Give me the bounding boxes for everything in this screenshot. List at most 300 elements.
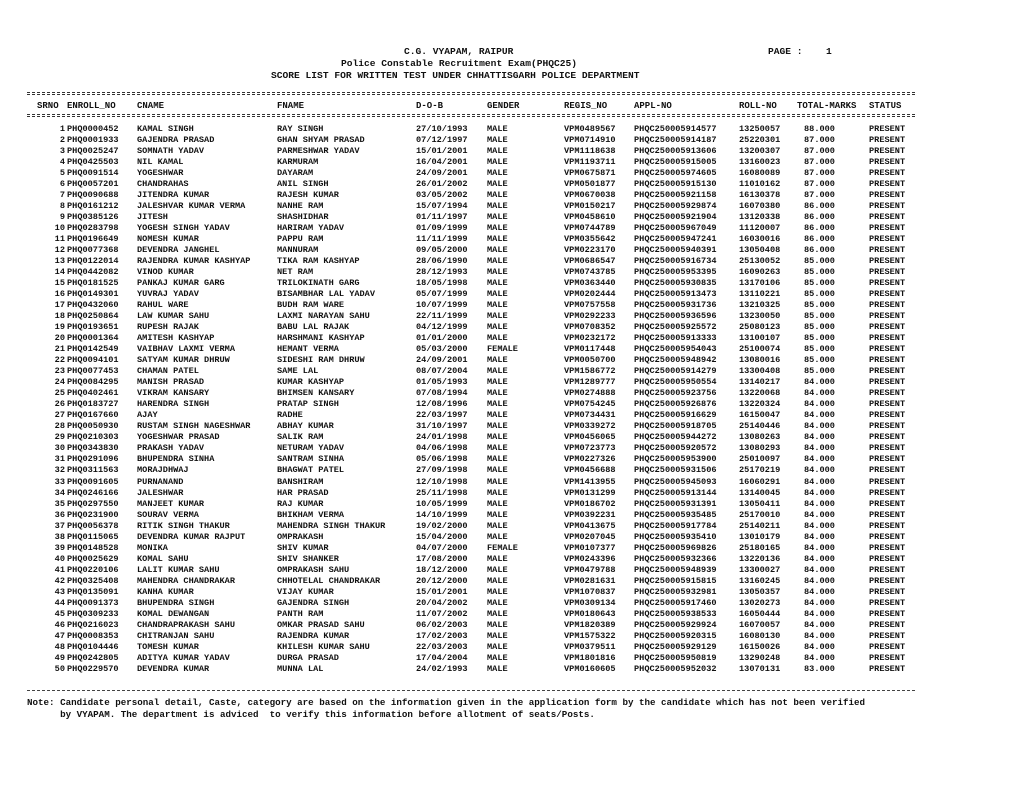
cell-enroll-no: PHQ0090688 <box>67 190 119 201</box>
cell-gender: MALE <box>487 201 508 212</box>
table-row <box>0 432 1024 443</box>
cell-enroll-no: PHQ0001933 <box>67 135 119 146</box>
cell-appl-no: PHQC250005938533 <box>634 608 717 619</box>
cell-cname: HARENDRA SINGH <box>137 399 210 410</box>
cell-regis-no: VPM0363440 <box>564 278 616 289</box>
cell-dob: 31/10/1997 <box>416 421 468 432</box>
cell-srno: 29 <box>54 432 65 443</box>
cell-dob: 22/03/1997 <box>416 410 468 421</box>
cell-gender: MALE <box>487 652 508 663</box>
cell-cname: YOGESH SINGH YADAV <box>137 223 230 234</box>
cell-srno: 14 <box>54 267 65 278</box>
cell-appl-no: PHQC250005915130 <box>634 179 717 190</box>
cell-dob: 25/11/1998 <box>416 487 468 498</box>
cell-appl-no: PHQC250005921904 <box>634 212 717 223</box>
cell-roll-no: 16130378 <box>739 190 781 201</box>
cell-regis-no: VPM0050700 <box>564 355 616 366</box>
col-regis-no: REGIS_NO <box>564 101 608 111</box>
table-row <box>0 278 1024 289</box>
cell-gender: MALE <box>487 124 508 134</box>
cell-roll-no: 25010097 <box>739 454 781 465</box>
cell-cname: AJAY <box>137 410 158 421</box>
cell-status: PRESENT <box>869 641 906 652</box>
table-row <box>0 609 1024 620</box>
cell-status: PRESENT <box>869 652 906 663</box>
cell-appl-no: PHQC250005916734 <box>634 256 717 267</box>
cell-appl-no: PHQC250005931506 <box>634 465 717 476</box>
table-row <box>0 443 1024 454</box>
cell-gender: MALE <box>487 498 508 509</box>
cell-srno: 41 <box>54 564 65 575</box>
cell-appl-no: PHQC250005940391 <box>634 245 717 256</box>
cell-enroll-no: PHQ0091605 <box>67 476 119 487</box>
cell-roll-no: 25170219 <box>739 465 781 476</box>
cell-cname: YOGESHWAR <box>137 168 184 179</box>
cell-regis-no: VPM0489567 <box>564 124 616 134</box>
cell-enroll-no: PHQ0091514 <box>67 168 119 179</box>
cell-status: PRESENT <box>869 245 906 256</box>
cell-regis-no: VPM0714910 <box>564 135 616 146</box>
col-status: STATUS <box>869 101 902 111</box>
cell-appl-no: PHQC250005953395 <box>634 267 717 278</box>
cell-status: PRESENT <box>869 487 906 498</box>
cell-dob: 19/02/2000 <box>416 520 468 531</box>
cell-dob: 15/07/1994 <box>416 201 468 212</box>
cell-appl-no: PHQC250005913144 <box>634 487 717 498</box>
cell-gender: MALE <box>487 421 508 432</box>
cell-roll-no: 13220136 <box>739 553 781 564</box>
cell-enroll-no: PHQ0196649 <box>67 234 119 245</box>
cell-appl-no: PHQC250005950554 <box>634 377 717 388</box>
table-row <box>0 532 1024 543</box>
cell-regis-no: VPM0744789 <box>564 223 616 234</box>
table-row <box>0 477 1024 488</box>
cell-regis-no: VPM0180643 <box>564 608 616 619</box>
cell-cname: PURNANAND <box>137 476 184 487</box>
cell-gender: MALE <box>487 663 508 674</box>
cell-fname: SANTRAM SINHA <box>277 454 345 465</box>
cell-dob: 05/06/1998 <box>416 454 468 465</box>
cell-cname: CHANDRAPRAKASH SAHU <box>137 619 235 630</box>
cell-appl-no: PHQC250005974605 <box>634 168 717 179</box>
cell-roll-no: 13050411 <box>739 498 781 509</box>
cell-dob: 27/10/1993 <box>416 124 468 134</box>
col-enroll-no: ENROLL_NO <box>67 101 116 111</box>
cell-fname: SHIV KUMAR <box>277 542 329 553</box>
cell-regis-no: VPM0227326 <box>564 454 616 465</box>
cell-dob: 12/08/1996 <box>416 399 468 410</box>
cell-dob: 15/01/2001 <box>416 586 468 597</box>
cell-status: PRESENT <box>869 564 906 575</box>
cell-enroll-no: PHQ0050930 <box>67 421 119 432</box>
cell-roll-no: 25220301 <box>739 135 781 146</box>
cell-srno: 24 <box>54 377 65 388</box>
cell-appl-no: PHQC250005926876 <box>634 399 717 410</box>
cell-regis-no: VPM0757558 <box>564 300 616 311</box>
cell-dob: 26/01/2002 <box>416 179 468 190</box>
cell-gender: MALE <box>487 531 508 542</box>
cell-dob: 22/03/2003 <box>416 641 468 652</box>
cell-srno: 44 <box>54 597 65 608</box>
cell-dob: 16/04/2001 <box>416 157 468 168</box>
cell-fname: DURGA PRASAD <box>277 652 339 663</box>
cell-enroll-no: PHQ0193651 <box>67 322 119 333</box>
cell-dob: 12/10/1998 <box>416 476 468 487</box>
cell-dob: 22/11/1999 <box>416 311 468 322</box>
cell-regis-no: VPM0202444 <box>564 289 616 300</box>
cell-srno: 15 <box>54 278 65 289</box>
table-row <box>0 454 1024 465</box>
cell-srno: 36 <box>54 509 65 520</box>
cell-regis-no: VPM1193711 <box>564 157 616 168</box>
header-separator-bottom <box>27 114 915 117</box>
cell-cname: CHAMAN PATEL <box>137 366 199 377</box>
cell-regis-no: VPM0107377 <box>564 542 616 553</box>
cell-regis-no: VPM0355642 <box>564 234 616 245</box>
cell-regis-no: VPM0274888 <box>564 388 616 399</box>
cell-dob: 05/07/1999 <box>416 289 468 300</box>
col-gender: GENDER <box>487 101 520 111</box>
cell-srno: 39 <box>54 542 65 553</box>
cell-roll-no: 16070057 <box>739 619 781 630</box>
cell-dob: 01/05/1993 <box>416 377 468 388</box>
cell-gender: MALE <box>487 179 508 190</box>
cell-total-marks: 84.000 <box>804 531 835 542</box>
cell-appl-no: PHQC250005944272 <box>634 432 717 443</box>
cell-srno: 16 <box>54 289 65 300</box>
cell-regis-no: VPM0379511 <box>564 641 616 652</box>
cell-srno: 37 <box>54 520 65 531</box>
cell-fname: VIJAY KUMAR <box>277 586 334 597</box>
table-row <box>0 421 1024 432</box>
table-row <box>0 256 1024 267</box>
cell-dob: 17/02/2003 <box>416 630 468 641</box>
table-row <box>0 190 1024 201</box>
cell-regis-no: VPM0223170 <box>564 245 616 256</box>
cell-cname: MANISH PRASAD <box>137 377 205 388</box>
cell-total-marks: 84.000 <box>804 498 835 509</box>
org-title: C.G. VYAPAM, RAIPUR <box>404 46 514 57</box>
cell-regis-no: VPM0675871 <box>564 168 616 179</box>
cell-cname: MAHENDRA CHANDRAKAR <box>137 575 235 586</box>
cell-fname: ANIL SINGH <box>277 179 329 190</box>
cell-dob: 18/05/1998 <box>416 278 468 289</box>
cell-roll-no: 25080123 <box>739 322 781 333</box>
cell-cname: VAIBHAV LAXMI VERMA <box>137 344 235 355</box>
cell-appl-no: PHQC250005913606 <box>634 146 717 157</box>
cell-srno: 1 <box>59 124 65 134</box>
cell-roll-no: 13080263 <box>739 432 781 443</box>
cell-appl-no: PHQC250005948942 <box>634 355 717 366</box>
cell-status: PRESENT <box>869 410 906 421</box>
cell-regis-no: VPM1118638 <box>564 146 616 157</box>
cell-fname: ABHAY KUMAR <box>277 421 334 432</box>
cell-appl-no: PHQC250005936596 <box>634 311 717 322</box>
cell-appl-no: PHQC250005945093 <box>634 476 717 487</box>
cell-total-marks: 86.000 <box>804 234 835 245</box>
cell-total-marks: 84.000 <box>804 619 835 630</box>
cell-roll-no: 25140446 <box>739 421 781 432</box>
table-row <box>0 322 1024 333</box>
cell-fname: SHIV SHANKER <box>277 553 339 564</box>
cell-enroll-no: PHQ0250864 <box>67 311 119 322</box>
cell-enroll-no: PHQ0025247 <box>67 146 119 157</box>
cell-fname: RAJESH KUMAR <box>277 190 339 201</box>
cell-dob: 11/07/2002 <box>416 608 468 619</box>
report-subtitle: SCORE LIST FOR WRITTEN TEST UNDER CHHATTISGARH POLICE DEPARTMENT <box>271 70 640 81</box>
table-row <box>0 510 1024 521</box>
cell-gender: MALE <box>487 597 508 608</box>
cell-status: PRESENT <box>869 124 906 134</box>
cell-fname: GAJENDRA SINGH <box>277 597 350 608</box>
footer-separator <box>27 690 915 691</box>
cell-enroll-no: PHQ0229570 <box>67 663 119 674</box>
cell-status: PRESENT <box>869 201 906 212</box>
cell-regis-no: VPM0281631 <box>564 575 616 586</box>
cell-cname: KANHA KUMAR <box>137 586 194 597</box>
cell-appl-no: PHQC250005914279 <box>634 366 717 377</box>
table-row <box>0 289 1024 300</box>
cell-dob: 20/12/2000 <box>416 575 468 586</box>
cell-srno: 34 <box>54 487 65 498</box>
cell-gender: MALE <box>487 553 508 564</box>
cell-roll-no: 13290248 <box>739 652 781 663</box>
cell-appl-no: PHQC250005914187 <box>634 135 717 146</box>
cell-regis-no: VPM0723773 <box>564 443 616 454</box>
cell-appl-no: PHQC250005929874 <box>634 201 717 212</box>
cell-enroll-no: PHQ0231900 <box>67 509 119 520</box>
table-row <box>0 388 1024 399</box>
cell-total-marks: 84.000 <box>804 443 835 454</box>
cell-srno: 7 <box>59 190 65 201</box>
cell-fname: SAME LAL <box>277 366 319 377</box>
cell-gender: MALE <box>487 256 508 267</box>
cell-roll-no: 13160245 <box>739 575 781 586</box>
cell-enroll-no: PHQ0216023 <box>67 619 119 630</box>
cell-appl-no: PHQC250005915815 <box>634 575 717 586</box>
cell-status: PRESENT <box>869 663 906 674</box>
cell-roll-no: 25170010 <box>739 509 781 520</box>
cell-gender: MALE <box>487 322 508 333</box>
cell-fname: CHHOTELAL CHANDRAKAR <box>277 575 381 586</box>
cell-appl-no: PHQC250005947241 <box>634 234 717 245</box>
col-dob: D-O-B <box>416 101 444 111</box>
cell-enroll-no: PHQ0091373 <box>67 597 119 608</box>
cell-cname: DEVENDRA JANGHEL <box>137 245 220 256</box>
cell-fname: OMPRAKASH SAHU <box>277 564 350 575</box>
cell-gender: MALE <box>487 509 508 520</box>
cell-status: PRESENT <box>869 443 906 454</box>
cell-total-marks: 85.000 <box>804 289 835 300</box>
cell-regis-no: VPM0479788 <box>564 564 616 575</box>
cell-cname: CHITRANJAN SAHU <box>137 630 215 641</box>
cell-roll-no: 13160023 <box>739 157 781 168</box>
cell-srno: 38 <box>54 531 65 542</box>
cell-dob: 04/12/1999 <box>416 322 468 333</box>
cell-gender: MALE <box>487 487 508 498</box>
cell-regis-no: VPM0186702 <box>564 498 616 509</box>
cell-status: PRESENT <box>869 190 906 201</box>
cell-dob: 14/10/1999 <box>416 509 468 520</box>
cell-fname: NANHE RAM <box>277 201 324 212</box>
cell-total-marks: 84.000 <box>804 586 835 597</box>
cell-total-marks: 84.000 <box>804 564 835 575</box>
cell-regis-no: VPM0458610 <box>564 212 616 223</box>
cell-fname: BHIMSEN KANSARY <box>277 388 355 399</box>
cell-dob: 11/11/1999 <box>416 234 468 245</box>
cell-srno: 30 <box>54 443 65 454</box>
cell-fname: MAHENDRA SINGH THAKUR <box>277 520 386 531</box>
cell-roll-no: 16060291 <box>739 476 781 487</box>
cell-regis-no: VPM0754245 <box>564 399 616 410</box>
cell-enroll-no: PHQ0122014 <box>67 256 119 267</box>
cell-total-marks: 84.000 <box>804 553 835 564</box>
score-table-body <box>0 124 1024 675</box>
cell-srno: 13 <box>54 256 65 267</box>
cell-roll-no: 13210325 <box>739 300 781 311</box>
cell-regis-no: VPM0686547 <box>564 256 616 267</box>
cell-status: PRESENT <box>869 630 906 641</box>
cell-cname: RITIK SINGH THAKUR <box>137 520 230 531</box>
cell-regis-no: VPM0131299 <box>564 487 616 498</box>
cell-fname: OMPRAKASH <box>277 531 324 542</box>
table-row <box>0 300 1024 311</box>
cell-gender: MALE <box>487 300 508 311</box>
cell-status: PRESENT <box>869 542 906 553</box>
cell-gender: MALE <box>487 410 508 421</box>
cell-gender: MALE <box>487 267 508 278</box>
cell-srno: 27 <box>54 410 65 421</box>
cell-enroll-no: PHQ0000452 <box>67 124 119 134</box>
cell-fname: KUMAR KASHYAP <box>277 377 345 388</box>
cell-cname: LALIT KUMAR SAHU <box>137 564 220 575</box>
cell-total-marks: 85.000 <box>804 344 835 355</box>
cell-fname: KHILESH KUMAR SAHU <box>277 641 370 652</box>
cell-enroll-no: PHQ0220106 <box>67 564 119 575</box>
cell-roll-no: 13250057 <box>739 124 781 134</box>
cell-appl-no: PHQC250005913333 <box>634 333 717 344</box>
table-row <box>0 465 1024 476</box>
cell-srno: 8 <box>59 201 65 212</box>
cell-dob: 27/09/1998 <box>416 465 468 476</box>
table-row <box>0 642 1024 653</box>
cell-total-marks: 87.000 <box>804 135 835 146</box>
cell-cname: SATYAM KUMAR DHRUW <box>137 355 230 366</box>
cell-fname: TRILOKINATH GARG <box>277 278 360 289</box>
cell-enroll-no: PHQ0246166 <box>67 487 119 498</box>
cell-enroll-no: PHQ0442082 <box>67 267 119 278</box>
cell-fname: HEMANT VERMA <box>277 344 339 355</box>
cell-appl-no: PHQC250005954043 <box>634 344 717 355</box>
table-row <box>0 245 1024 256</box>
cell-gender: MALE <box>487 168 508 179</box>
cell-regis-no: VPM0160605 <box>564 663 616 674</box>
cell-dob: 07/08/1994 <box>416 388 468 399</box>
cell-gender: MALE <box>487 366 508 377</box>
note-line-1: Note: Candidate personal detail, Caste, category are based on the information given in the application form by the candidate which has not been verified <box>27 697 866 708</box>
cell-srno: 49 <box>54 652 65 663</box>
table-row <box>0 664 1024 675</box>
cell-srno: 45 <box>54 608 65 619</box>
cell-roll-no: 13220068 <box>739 388 781 399</box>
cell-fname: MANNURAM <box>277 245 319 256</box>
cell-dob: 15/04/2000 <box>416 531 468 542</box>
cell-gender: MALE <box>487 146 508 157</box>
cell-roll-no: 13120338 <box>739 212 781 223</box>
cell-total-marks: 84.000 <box>804 399 835 410</box>
cell-dob: 15/01/2001 <box>416 146 468 157</box>
cell-dob: 09/05/2000 <box>416 245 468 256</box>
cell-total-marks: 86.000 <box>804 201 835 212</box>
cell-status: PRESENT <box>869 212 906 223</box>
cell-srno: 12 <box>54 245 65 256</box>
cell-status: PRESENT <box>869 179 906 190</box>
cell-roll-no: 13200307 <box>739 146 781 157</box>
cell-gender: MALE <box>487 465 508 476</box>
cell-srno: 23 <box>54 366 65 377</box>
cell-gender: MALE <box>487 223 508 234</box>
cell-roll-no: 13230050 <box>739 311 781 322</box>
cell-fname: HAR PRASAD <box>277 487 329 498</box>
cell-total-marks: 84.000 <box>804 542 835 553</box>
cell-gender: MALE <box>487 564 508 575</box>
cell-srno: 5 <box>59 168 65 179</box>
cell-gender: MALE <box>487 311 508 322</box>
cell-cname: NIL KAMAL <box>137 157 184 168</box>
cell-regis-no: VPM0456065 <box>564 432 616 443</box>
cell-status: PRESENT <box>869 498 906 509</box>
cell-cname: BHUPENDRA SINHA <box>137 454 215 465</box>
cell-cname: CHANDRAHAS <box>137 179 189 190</box>
cell-roll-no: 13140045 <box>739 487 781 498</box>
cell-gender: MALE <box>487 278 508 289</box>
cell-appl-no: PHQC250005923756 <box>634 388 717 399</box>
cell-total-marks: 84.000 <box>804 652 835 663</box>
cell-regis-no: VPM0243396 <box>564 553 616 564</box>
cell-enroll-no: PHQ0161212 <box>67 201 119 212</box>
cell-cname: YUVRAJ YADAV <box>137 289 199 300</box>
col-roll-no: ROLL-NO <box>739 101 777 111</box>
cell-dob: 06/02/2003 <box>416 619 468 630</box>
cell-enroll-no: PHQ0115065 <box>67 531 119 542</box>
table-row <box>0 267 1024 278</box>
cell-appl-no: PHQC250005931736 <box>634 300 717 311</box>
cell-gender: MALE <box>487 245 508 256</box>
cell-regis-no: VPM0413675 <box>564 520 616 531</box>
cell-appl-no: PHQC250005932981 <box>634 586 717 597</box>
cell-roll-no: 16150047 <box>739 410 781 421</box>
cell-dob: 03/05/2002 <box>416 190 468 201</box>
cell-cname: PANKAJ KUMAR GARG <box>137 278 225 289</box>
cell-fname: OMKAR PRASAD SAHU <box>277 619 365 630</box>
cell-total-marks: 84.000 <box>804 641 835 652</box>
cell-fname: SALIK RAM <box>277 432 324 443</box>
cell-roll-no: 16090263 <box>739 267 781 278</box>
cell-regis-no: VPM0734431 <box>564 410 616 421</box>
cell-roll-no: 13050357 <box>739 586 781 597</box>
cell-status: PRESENT <box>869 421 906 432</box>
cell-cname: PRAKASH YADAV <box>137 443 205 454</box>
cell-fname: HARSHMANI KASHYAP <box>277 333 365 344</box>
cell-srno: 10 <box>54 223 65 234</box>
cell-roll-no: 13220324 <box>739 399 781 410</box>
cell-gender: MALE <box>487 399 508 410</box>
cell-cname: JALESHWAR <box>137 487 184 498</box>
cell-status: PRESENT <box>869 399 906 410</box>
cell-status: PRESENT <box>869 432 906 443</box>
cell-cname: MANJEET KUMAR <box>137 498 205 509</box>
cell-fname: RAJ KUMAR <box>277 498 324 509</box>
